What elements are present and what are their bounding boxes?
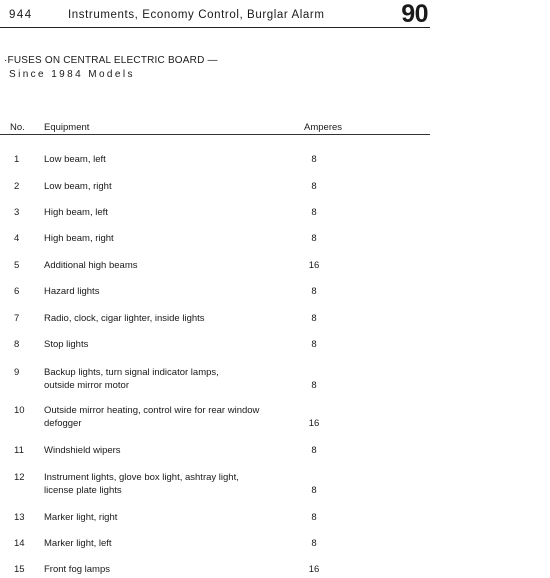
fuse-table: [0, 120, 430, 135]
fuse-equipment: [44, 232, 294, 245]
column-header-amperes: Amperes: [304, 122, 343, 133]
equipment-line: Backup lights, turn signal indicator lamps,: [44, 367, 219, 378]
fuse-number: 13: [14, 512, 25, 523]
fuse-equipment: [44, 471, 294, 497]
fuse-amperes: 8: [311, 154, 317, 165]
equipment-line: High beam, right: [44, 233, 114, 244]
fuse-amperes: 8: [311, 207, 317, 218]
fuse-equipment: [44, 366, 294, 392]
chapter-title: Instruments, Economy Control, Burglar Alarm: [68, 9, 325, 21]
fuse-amperes: 8: [311, 233, 317, 244]
fuse-amperes: 8: [311, 313, 317, 324]
fuse-number: 15: [14, 564, 25, 575]
equipment-line: Additional high beams: [44, 260, 138, 271]
fuse-amperes: 16: [308, 418, 320, 429]
fuse-number: 2: [14, 181, 20, 192]
page-header: [0, 0, 430, 30]
equipment-line: Marker light, right: [44, 512, 118, 523]
fuse-equipment: [44, 537, 294, 550]
fuse-amperes: 8: [311, 286, 317, 297]
page-number: 944: [9, 9, 33, 21]
fuse-equipment: [44, 153, 294, 166]
fuse-number: 8: [14, 339, 20, 350]
fuse-number: 5: [14, 260, 20, 271]
section-number: 90: [401, 0, 428, 28]
fuse-amperes: 8: [311, 445, 317, 456]
equipment-line: Radio, clock, cigar lighter, inside lights: [44, 313, 205, 324]
fuse-equipment: [44, 259, 294, 272]
fuse-number: 9: [14, 367, 20, 378]
equipment-line: outside mirror motor: [44, 380, 129, 391]
table-header-divider: [0, 134, 430, 135]
fuse-equipment: [44, 180, 294, 193]
fuse-equipment: [44, 312, 294, 325]
column-header-equipment: Equipment: [44, 122, 90, 133]
fuse-number: 1: [14, 154, 20, 165]
fuse-number: 7: [14, 313, 20, 324]
fuse-equipment: [44, 206, 294, 219]
fuse-equipment: [44, 511, 294, 524]
fuse-equipment: [44, 338, 294, 351]
equipment-line: defogger: [44, 418, 82, 429]
equipment-line: Marker light, left: [44, 538, 112, 549]
fuse-amperes: 16: [308, 260, 320, 271]
table-header: [0, 120, 430, 135]
fuse-number: 14: [14, 538, 25, 549]
fuse-equipment: [44, 285, 294, 298]
equipment-line: license plate lights: [44, 485, 122, 496]
equipment-line: Instrument lights, glove box light, ashtray light,: [44, 472, 239, 483]
fuse-number: 6: [14, 286, 20, 297]
fuse-amperes: 8: [311, 538, 317, 549]
fuse-amperes: 8: [311, 181, 317, 192]
section-title: ·FUSES ON CENTRAL ELECTRIC BOARD —: [4, 55, 218, 66]
fuse-equipment: [44, 404, 294, 430]
equipment-line: Stop lights: [44, 339, 89, 350]
fuse-number: 10: [14, 405, 25, 416]
fuse-number: 12: [14, 472, 25, 483]
equipment-line: High beam, left: [44, 207, 108, 218]
fuse-amperes: 16: [308, 564, 320, 575]
header-divider: [0, 27, 430, 28]
fuse-amperes: 8: [311, 380, 317, 391]
fuse-amperes: 8: [311, 485, 317, 496]
fuse-equipment: [44, 563, 294, 576]
fuse-number: 3: [14, 207, 20, 218]
section-subtitle: Since 1984 Models: [9, 69, 135, 80]
column-header-no: No.: [10, 122, 25, 133]
fuse-amperes: 8: [311, 512, 317, 523]
equipment-line: Windshield wipers: [44, 445, 121, 456]
equipment-line: Front fog lamps: [44, 564, 110, 575]
equipment-line: Outside mirror heating, control wire for rear window: [44, 405, 260, 416]
equipment-line: Low beam, right: [44, 181, 112, 192]
fuse-amperes: 8: [311, 339, 317, 350]
equipment-line: Low beam, left: [44, 154, 106, 165]
fuse-number: 4: [14, 233, 20, 244]
equipment-line: Hazard lights: [44, 286, 100, 297]
fuse-number: 11: [14, 445, 24, 456]
fuse-equipment: [44, 444, 294, 457]
